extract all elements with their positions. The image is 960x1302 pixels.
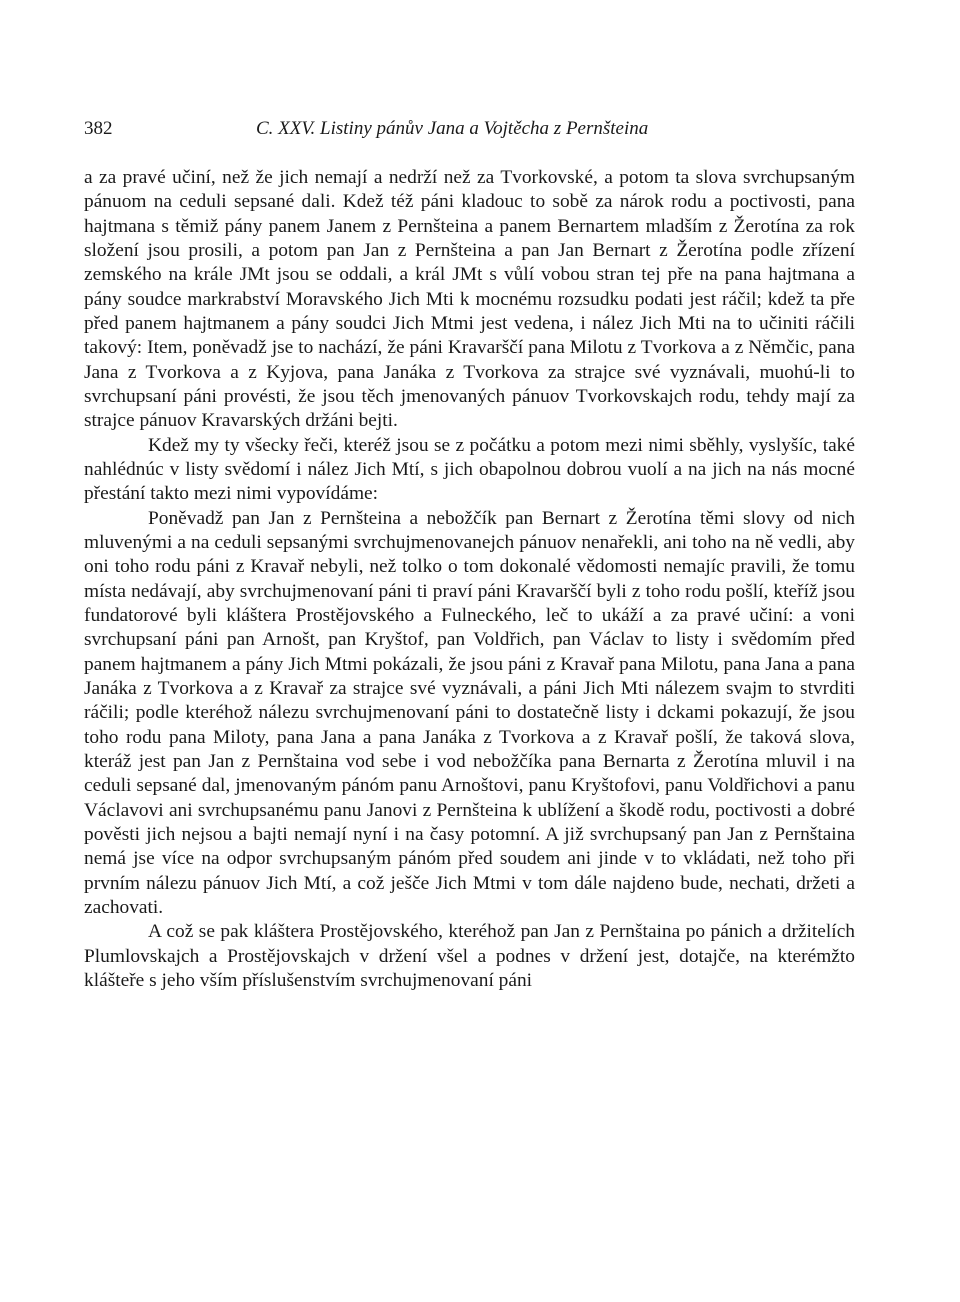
paragraph-continued: a za pravé učiní, než že jich nemají a nedrží než za Tvorkovské, a potom ta slova svrchupsaným pánuom na ceduli sepsané dali. Kdež též páni kladouc to sobě za nárok rodu a poctivosti, pana hajtmana s těmiž pány panem Janem z Pernšteina a panem Bernartem mladším z Žerotína za rok složení jsou prosili, a potom pan Jan z Pernšteina a pan Jan Bernart z Žerotína podle zřízení zemského na krále JMt jsou se oddali, a král JMt s vůlí vobou stran tej pře na pana hajtmana a pány soudce markrabství Moravského Jich Mti k mocnému rozsudku podati jest ráčil; kdež ta pře před panem hajtmanem a pány soudci Jich Mtmi jest vedena, i nález Jich Mti na to učiniti ráčili takový: Item, poněvadž jse to nachází, že páni Kravarščí pana Milotu z Tvorkova a z Němčic, pana Jana z Tvorkova a z Kyjova, pana Janáka z Tvorkova za strajce své vyznávali, muohú-li to svrchupsaní páni provésti, že jsou těch jmenovaných pánuov Tvorkovskajch rodu, tehdy mají za strajce pánuov Kravarských držáni bejti. bbox=[84, 167, 855, 432]
page-header bbox=[84, 118, 864, 144]
body-text bbox=[84, 166, 855, 993]
paragraph-verdict: Poněvadž pan Jan z Pernšteina a nebožčík pan Bernart z Žerotína těmi slovy od nich mluvenými a na ceduli sepsanými svrchujmenovanejch pánuov nenařekli, ani toho na ně vedli, aby oni toho rodu páni z Kravař nebyli, než tolko o tom dokonalé vědomosti nemajíc pravili, že tomu místa nedávají, aby svrchujmenovaní páni ti praví páni Kravarščí byli z toho rodu pošlí, kteříž jsou fundatorové byli kláštera Prostějovského a Fulneckého, leč to ukáží a za pravé učiní: a voni svrchupsaní páni pan Arnošt, pan Kryštof, pan Voldřich, pan Václav to listy i svědomím před panem hajtmanem a pány Jich Mtmi pokázali, že jsou páni z Kravař pana Milotu, pana Jana a pana Janáka z Tvorkova a z Kravař za strajce své vyznávali, a páni Jich Mti nálezem svajm to stvrditi ráčili; podle kteréhož nálezu svrchujmenovaní páni to dostatečně listy i dckami pokazují, že jsou toho rodu pana Miloty, pana Jana a pana Janáka z Tvorkova a z Kravař pošlí, že taková slova, kteráž jest pan Jan z Pernštaina vod sebe i vod nebožčíka pana Bernarta z Žerotína mluvil i na ceduli sepsané dal, jmenovaným pánóm panu Arnoštovi, panu Kryštofovi, panu Voldřichovi a panu Václavovi ani svrchupsanému panu Janovi z Pernšteina k ublížení a škodě rodu, poctivosti a dobré pověsti jich nejsou a bajti nemají nyní i na časy potomní. A již svrchupsaný pan Jan z Pernštaina nemá jse více na odpor svrchupsaným pánóm před soudem ani jinde v to vkládati, než toho při prvním nálezu pánuov Jich Mtí, a což ješče Jich Mtmi v tom dále najdeno bude, nechati, držeti a zachovati. bbox=[84, 507, 855, 918]
page-number: 382 bbox=[84, 118, 113, 139]
paragraph-monastery: A což se pak kláštera Prostějovského, kteréhož pan Jan z Pernštaina po pánich a držitelích Plumlovskajch a Prostějovskajch v držení všel a podnes v držení jest, dotajče, na kterémžto klášteře s jeho vším příslušenstvím svrchujmenovaní páni bbox=[84, 921, 855, 991]
paragraph-hearing: Kdež my ty všecky řeči, kteréž jsou se z počátku a potom mezi nimi sběhly, vyslyšíc, také nahlédnúc v listy svědomí i nález Jich Mtí, s jich obapolnou dobrou vuolí a na jich na nás mocné přestání takto mezi nimi vypovídáme: bbox=[84, 434, 855, 505]
running-title: C. XXV. Listiny pánův Jana a Vojtěcha z Pernšteina bbox=[256, 118, 649, 139]
